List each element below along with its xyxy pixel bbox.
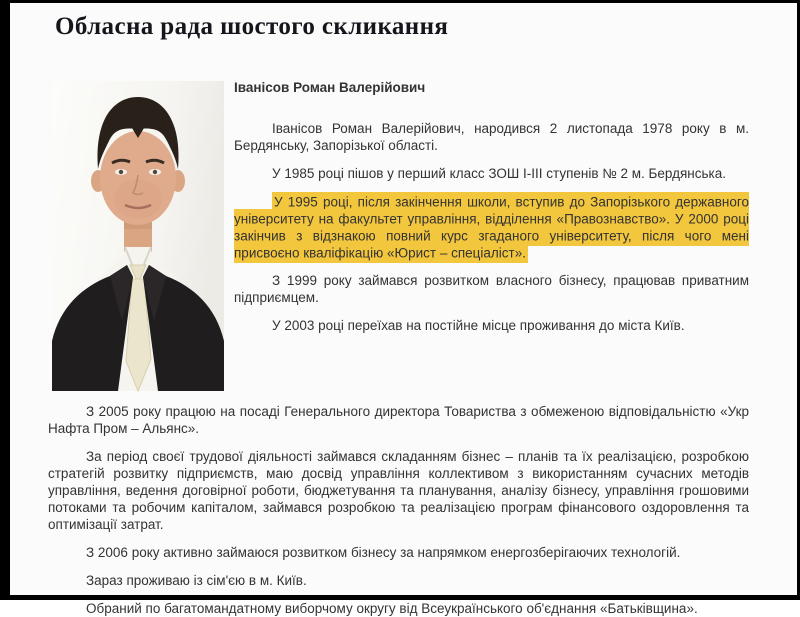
highlighted-text: У 1995 році, після закінчення школи, вступив до Запорізького державного університету на факультет управління, відділення «Правознавство». У 2000 році закінчив з відзнакою повний курс згаданого університету, після чого мені присвоєно кваліфікацію «Юрист – спеціаліст». [234,192,749,263]
bio-paragraph-business-1999: З 1999 року займався розвитком власного бізнесу, працював приватним підприємцем. [234,273,749,305]
portrait-photo [52,81,224,391]
bio-paragraph-elected: Обраний по багатомандатному виборчому округу від Всеукраїнського об'єднання «Батьківщина». [86,601,698,616]
person-name: Іванісов Роман Валерійович [234,80,426,95]
bio-paragraph-residence: Зараз проживаю із сім'єю в м. Київ. [86,573,307,588]
bio-paragraph-energy-2006: З 2006 року активно займаюся розвитком бізнесу за напрямком енергозберігаючих технологій. [86,545,681,560]
bio-paragraph-school: У 1985 році пішов у перший класс ЗОШ І-ІІІ ступенів № 2 м. Бердянська. [272,166,726,181]
bio-paragraph-experience: За період своєї трудової діяльності займався складанням бізнес – планів та їх реалізацією, розробкою стратегій розвитку підприємств, маю досвід управління коллективом з використанням сучасних методів управління, ведення договірної роботи, бюджетування та планування, аналізу бізнесу, управління грошовими потоками та робочим капіталом, займався розробкою та реалізацією програм фінансового оздоровлення та оптимізації затрат. [48,449,749,532]
biography [48,79,749,617]
page-title: Обласна рада шостого скликання [55,13,449,40]
portrait-photo-image [52,81,224,391]
bio-paragraph-birth: Іванісов Роман Валерійович, народився 2 листопада 1978 року в м. Бердянську, Запорізької області. [234,121,749,153]
bio-paragraph-director-2005: З 2005 року працюю на посаді Генерального директора Товариства з обмеженою відповідальністю «Укр Нафта Пром – Альянс». [48,404,749,436]
bio-paragraph-moved-2003: У 2003 році переїхав на постійне місце проживання до міста Київ. [272,318,685,333]
